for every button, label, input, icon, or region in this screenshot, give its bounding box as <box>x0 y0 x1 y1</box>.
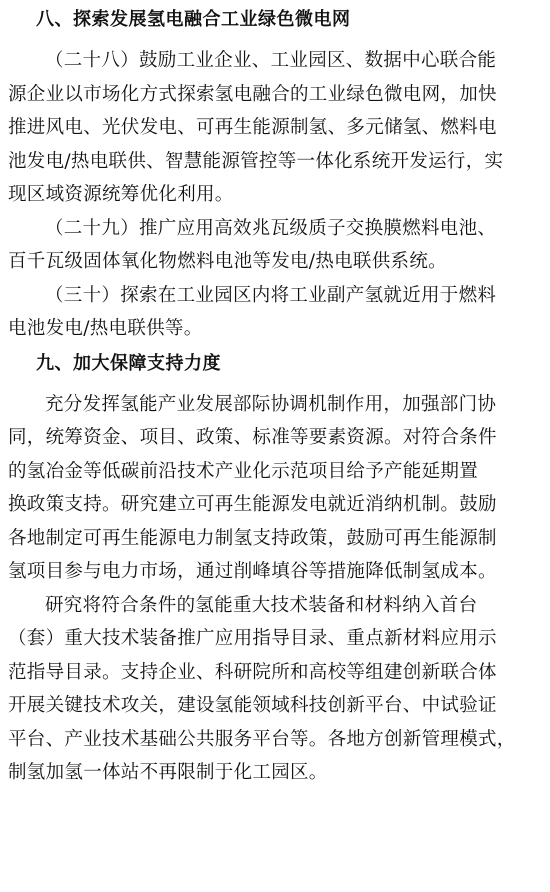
text-line: 各地制定可再生能源电力制氢支持政策，鼓励可再生能源制 <box>8 527 497 549</box>
paragraph-innovation <box>8 589 542 790</box>
text-line: 推进风电、光伏发电、可再生能源制氢、多元储氢、燃料电 <box>8 117 497 138</box>
text-line: 范指导目录。支持企业、科研院所和高校等组建创新联合体 <box>8 661 497 683</box>
text-line: 源企业以市场化方式探索氢电融合的工业绿色微电网，加快 <box>8 83 497 105</box>
section-heading-9: 九、加大保障支持力度 <box>36 352 221 374</box>
text-line: 池发电/热电联供、智慧能源管控等一体化系统开发运行，实 <box>8 150 504 172</box>
text-line: 制氢加氢一体站不再限制于化工园区。 <box>8 762 328 783</box>
text-line: 百千瓦级固体氧化物燃料电池等发电/热电联供系统。 <box>8 251 447 272</box>
text-line: （套）重大技术装备推广应用指导目录、重点新材料应用示 <box>8 628 497 649</box>
text-line: 同，统筹资金、项目、政策、标准等要素资源。对符合条件 <box>8 427 497 448</box>
text-line: 氢项目参与电力市场，通过削峰填谷等措施降低制氢成本。 <box>8 561 497 582</box>
text-line: （三十）探索在工业园区内将工业副产氢就近用于燃料 <box>45 284 497 306</box>
paragraph-item-28 <box>8 44 542 212</box>
paragraph-item-29 <box>8 212 542 279</box>
paragraph-item-30 <box>8 279 542 346</box>
text-line: 的氢冶金等低碳前沿技术产业化示范项目给予产能延期置 <box>8 460 479 482</box>
text-line: 开展关键技术攻关，建设氢能领域科技创新平台、中试验证 <box>8 695 497 716</box>
text-line: 换政策支持。研究建立可再生能源发电就近消纳机制。鼓励 <box>8 494 497 515</box>
text-line: （二十九）推广应用高效兆瓦级质子交换膜燃料电池、 <box>45 217 497 239</box>
text-line: 研究将符合条件的氢能重大技术装备和材料纳入首台 <box>45 594 478 616</box>
section-heading-8: 八、探索发展氢电融合工业绿色微电网 <box>36 9 351 30</box>
text-line: 充分发挥氢能产业发展部际协调机制作用，加强部门协 <box>45 393 497 415</box>
paragraph-support-mechanism <box>8 388 542 589</box>
text-line: 现区域资源统筹优化利用。 <box>8 184 234 205</box>
text-line: 平台、产业技术基础公共服务平台等。各地方创新管理模式， <box>8 728 516 750</box>
text-line: （二十八）鼓励工业企业、工业园区、数据中心联合能 <box>45 50 497 71</box>
text-line: 电池发电/热电联供等。 <box>8 318 203 339</box>
